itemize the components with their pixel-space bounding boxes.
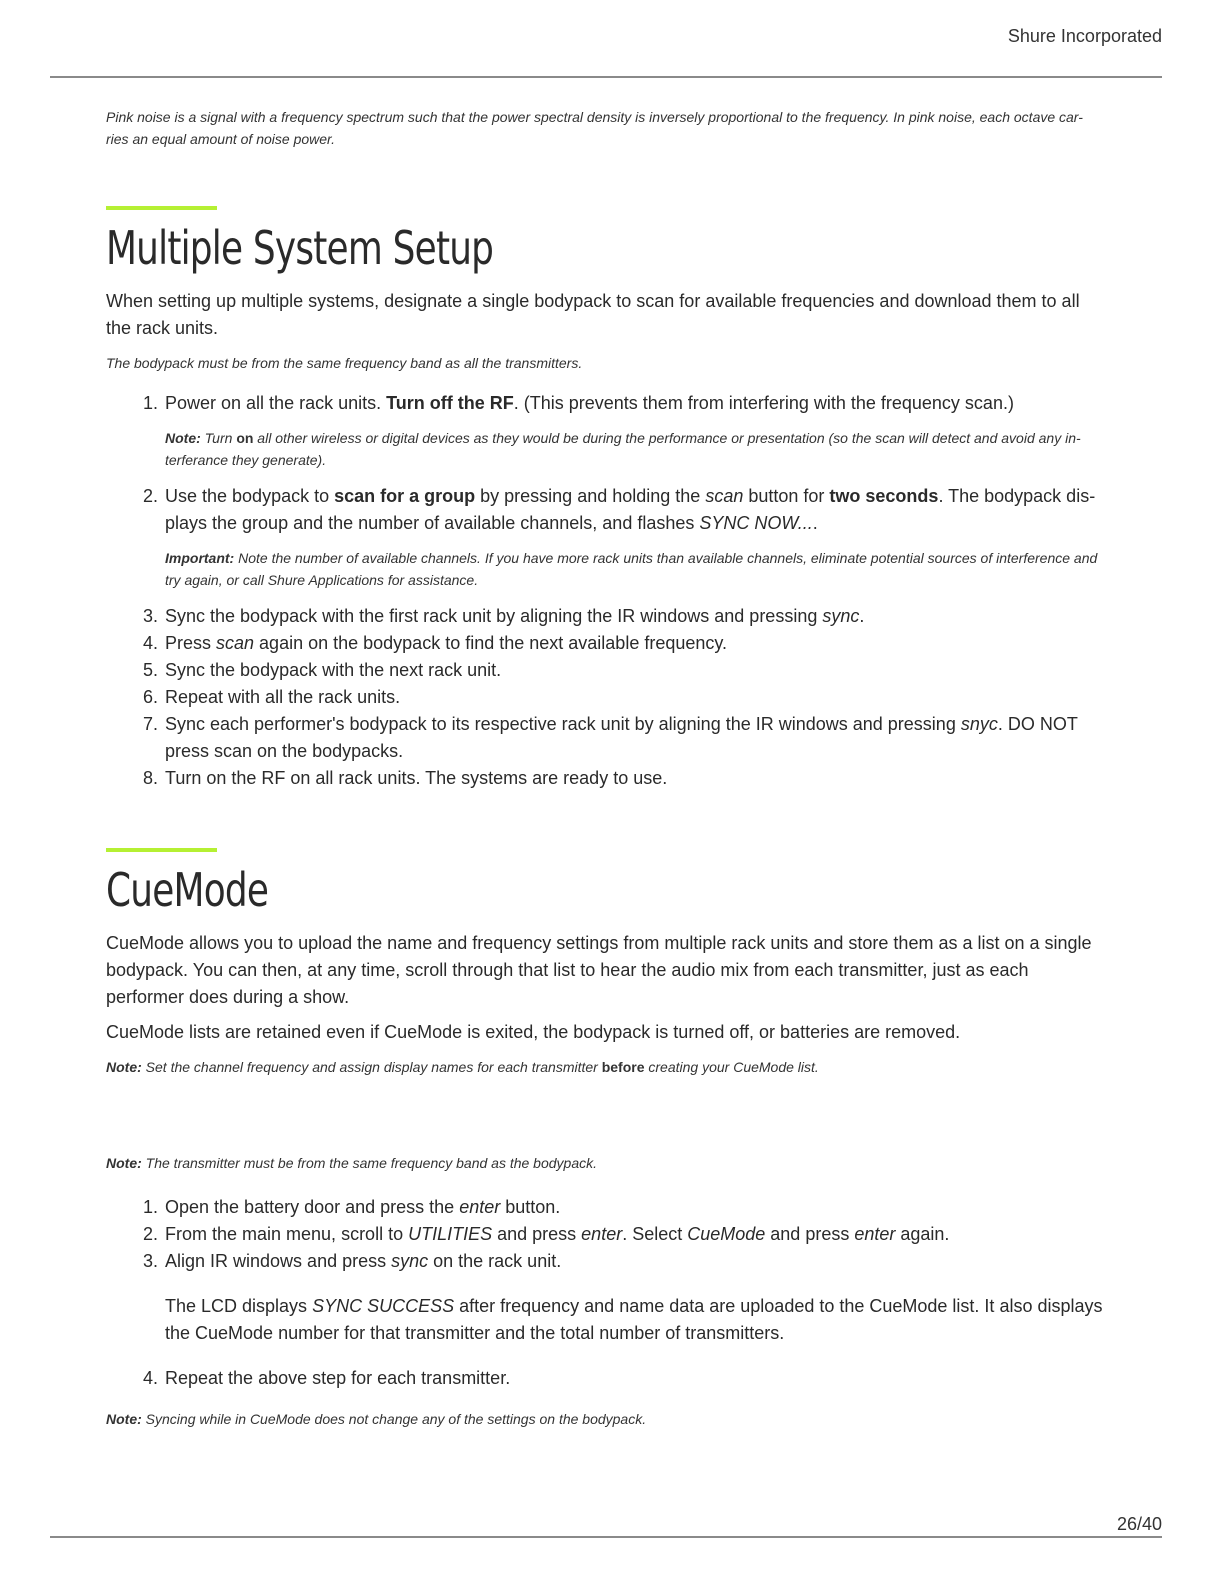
list-item: 2. Use the bodypack to scan for a group by pressing and holding the scan button for two seconds. The bodypack dis-plays the group and the number of available channels, and flashes SYNC NOW.... [142, 486, 1096, 533]
important-note: Important: Note the number of available channels. If you have more rack units than available channels, eliminate potential sources of interference and try again, or call Shure Applications for assistance. [165, 550, 1098, 588]
list-item: 1. Power on all the rack units. Turn off the RF. (This prevents them from interfering with the frequency scan.) [142, 393, 1014, 413]
cuemode-retain: CueMode lists are retained even if CueMode is exited, the bodypack is turned off, or batteries are removed. [106, 1022, 961, 1042]
note-turn-on: Note: Turn on all other wireless or digital devices as they would be during the performance or presentation (so the scan will detect and avoid any in-terferance they generate). [165, 430, 1081, 468]
cuemode-steps-2 [106, 1365, 1104, 1392]
pink-noise-line-1: Pink noise is a signal with a frequency spectrum such that the power spectral density is inversely proportional to the frequency. In pink noise, each octave car- [106, 109, 1083, 125]
section-accent-bar [106, 848, 217, 852]
company-name: Shure Incorporated [1007, 26, 1162, 46]
list-item: 3. Align IR windows and press sync on the rack unit. [142, 1251, 562, 1271]
footer-divider [50, 1536, 1162, 1538]
list-item: 6. Repeat with all the rack units. [142, 687, 401, 707]
page-number: 26/40 [1116, 1514, 1162, 1534]
list-item: 4. Repeat the above step for each transmitter. [142, 1368, 511, 1388]
section-multiple-system-setup [106, 206, 1104, 792]
document-body [106, 106, 1104, 1430]
setup-steps-2 [106, 483, 1104, 537]
lcd-sync-success: The LCD displays SYNC SUCCESS after frequency and name data are uploaded to the CueMode list. It also displays the CueMode number for that transmitter and the total number of transmitters. [165, 1296, 1103, 1343]
setup-steps [106, 390, 1104, 417]
list-item: 4. Press scan again on the bodypack to find the next available frequency. [142, 633, 728, 653]
pink-noise-line-2: ries an equal amount of noise power. [106, 131, 336, 147]
note-transmitter-band: Note: The transmitter must be from the same frequency band as the bodypack. [106, 1155, 598, 1171]
section-intro: When setting up multiple systems, designate a single bodypack to scan for available frequencies and download them to all the rack units. [106, 291, 1080, 338]
section-title: Multiple System Setup [106, 221, 494, 275]
cuemode-intro: CueMode allows you to upload the name and frequency settings from multiple rack units and store them as a list on a single bodypack. You can then, at any time, scroll through that list to hear the audio mix from each transmitter, just as each performer does during a show. [106, 933, 1092, 1007]
list-item: 7. Sync each performer's bodypack to its respective rack unit by aligning the IR windows and pressing snyc. DO NOT press scan on the bodypacks. [142, 714, 1078, 761]
section-cuemode [106, 848, 1104, 1430]
header-divider [50, 76, 1162, 78]
note-before: Note: Set the channel frequency and assign display names for each transmitter before creating your CueMode list. [106, 1059, 819, 1075]
list-item: 2. From the main menu, scroll to UTILITIES and press enter. Select CueMode and press enter again. [142, 1224, 950, 1244]
pink-noise-note [106, 106, 1104, 150]
list-item: 3. Sync the bodypack with the first rack unit by aligning the IR windows and pressing sync. [142, 606, 865, 626]
section-title: CueMode [106, 863, 269, 917]
setup-steps-3 [106, 603, 1104, 792]
cuemode-steps [106, 1194, 1104, 1275]
band-note: The bodypack must be from the same frequency band as all the transmitters. [106, 355, 583, 371]
section-accent-bar [106, 206, 217, 210]
list-item: 5. Sync the bodypack with the next rack unit. [142, 660, 502, 680]
note-sync-cuemode: Note: Syncing while in CueMode does not change any of the settings on the bodypack. [106, 1411, 647, 1427]
list-item: 1. Open the battery door and press the enter button. [142, 1197, 561, 1217]
list-item: 8. Turn on the RF on all rack units. The systems are ready to use. [142, 768, 668, 788]
